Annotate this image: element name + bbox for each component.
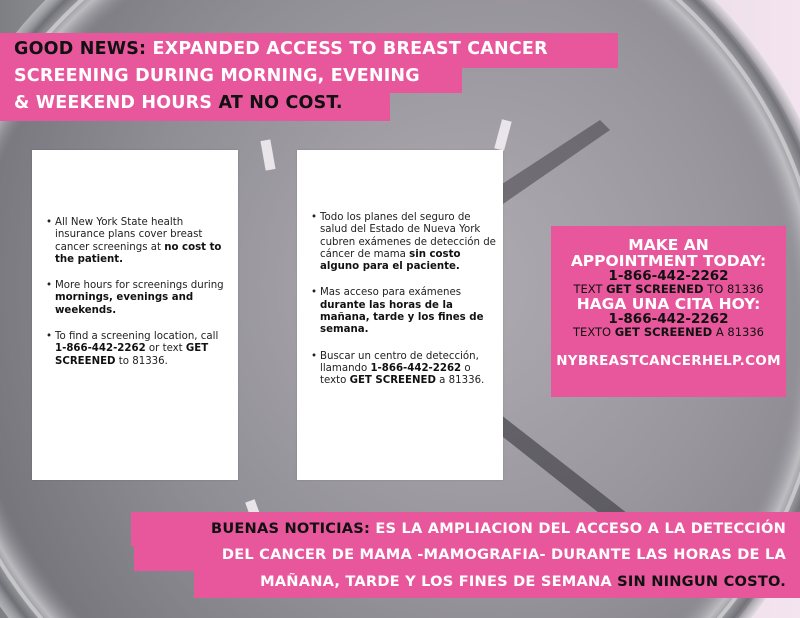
header-line-3: & WEEKEND HOURS: [14, 93, 213, 113]
cta-heading-es: HAGA UNA CITA HOY:: [576, 295, 761, 313]
cta-text-instructions-en: TEXT GET SCREENED TO 81336: [573, 282, 764, 296]
header-banner-line-3: [0, 88, 390, 121]
list-item: • Todo los planes del seguro de salud del Estado de Nueva York cubren exámenes de detección de cáncer de mama sin costo alguno para el paciente.: [311, 212, 497, 273]
footer-lead: BUENAS NOTICIAS:: [211, 520, 371, 537]
cta-phone-en[interactable]: 1-866-442-2262: [608, 268, 729, 284]
text-keyword: GET SCREENED: [55, 343, 209, 367]
header-line-1: EXPANDED ACCESS TO BREAST CANCER: [152, 39, 548, 59]
list-item: • Buscar un centro de detección, llamando 1-866-442-2262 o texto GET SCREENED a 81336.: [311, 351, 497, 388]
footer-banner-line-3: [194, 566, 800, 598]
footer-emphasis: SIN NINGUN COSTO.: [617, 573, 786, 590]
cta-phone-es[interactable]: 1-866-442-2262: [608, 311, 729, 327]
cta-heading-en-2: APPOINTMENT TODAY:: [570, 252, 767, 270]
website-link[interactable]: NYBREASTCANCERHELP.COM: [556, 353, 781, 369]
cta-heading-en-1: MAKE AN: [628, 236, 709, 254]
spanish-info-card: [297, 150, 503, 480]
footer-line-1: ES LA AMPLIACION DEL ACCESO A LA DETECCIÓN: [375, 520, 786, 537]
list-item: • Mas acceso para exámenes durante las horas de la mañana, tarde y los fines de semana.: [311, 287, 497, 336]
header-lead: GOOD NEWS:: [14, 39, 147, 59]
header-line-2: SCREENING DURING MORNING, EVENING: [14, 66, 420, 86]
phone-number: 1-866-442-2262: [55, 343, 146, 355]
english-info-card: [32, 150, 238, 480]
appointment-box: [551, 226, 786, 397]
list-item: • To find a screening location, call 1-866-442-2262 or text GET SCREENED to 81336.: [46, 331, 232, 368]
list-item: • More hours for screenings during mornings, evenings and weekends.: [46, 280, 232, 317]
phone-number: 1-866-442-2262: [370, 362, 462, 374]
footer-line-2: DEL CANCER DE MAMA -MAMOGRAFIA- DURANTE LAS HORAS DE LA: [221, 546, 786, 563]
footer-line-3: MAÑANA, TARDE Y LOS FINES DE SEMANA: [260, 573, 612, 590]
cta-text-instructions-es: TEXTO GET SCREENED A 81336: [573, 325, 764, 339]
text-keyword: GET SCREENED: [349, 375, 436, 387]
header-emphasis: AT NO COST.: [218, 93, 343, 113]
list-item: • All New York State health insurance plans cover breast cancer screenings at no cost to the patient.: [46, 217, 232, 266]
